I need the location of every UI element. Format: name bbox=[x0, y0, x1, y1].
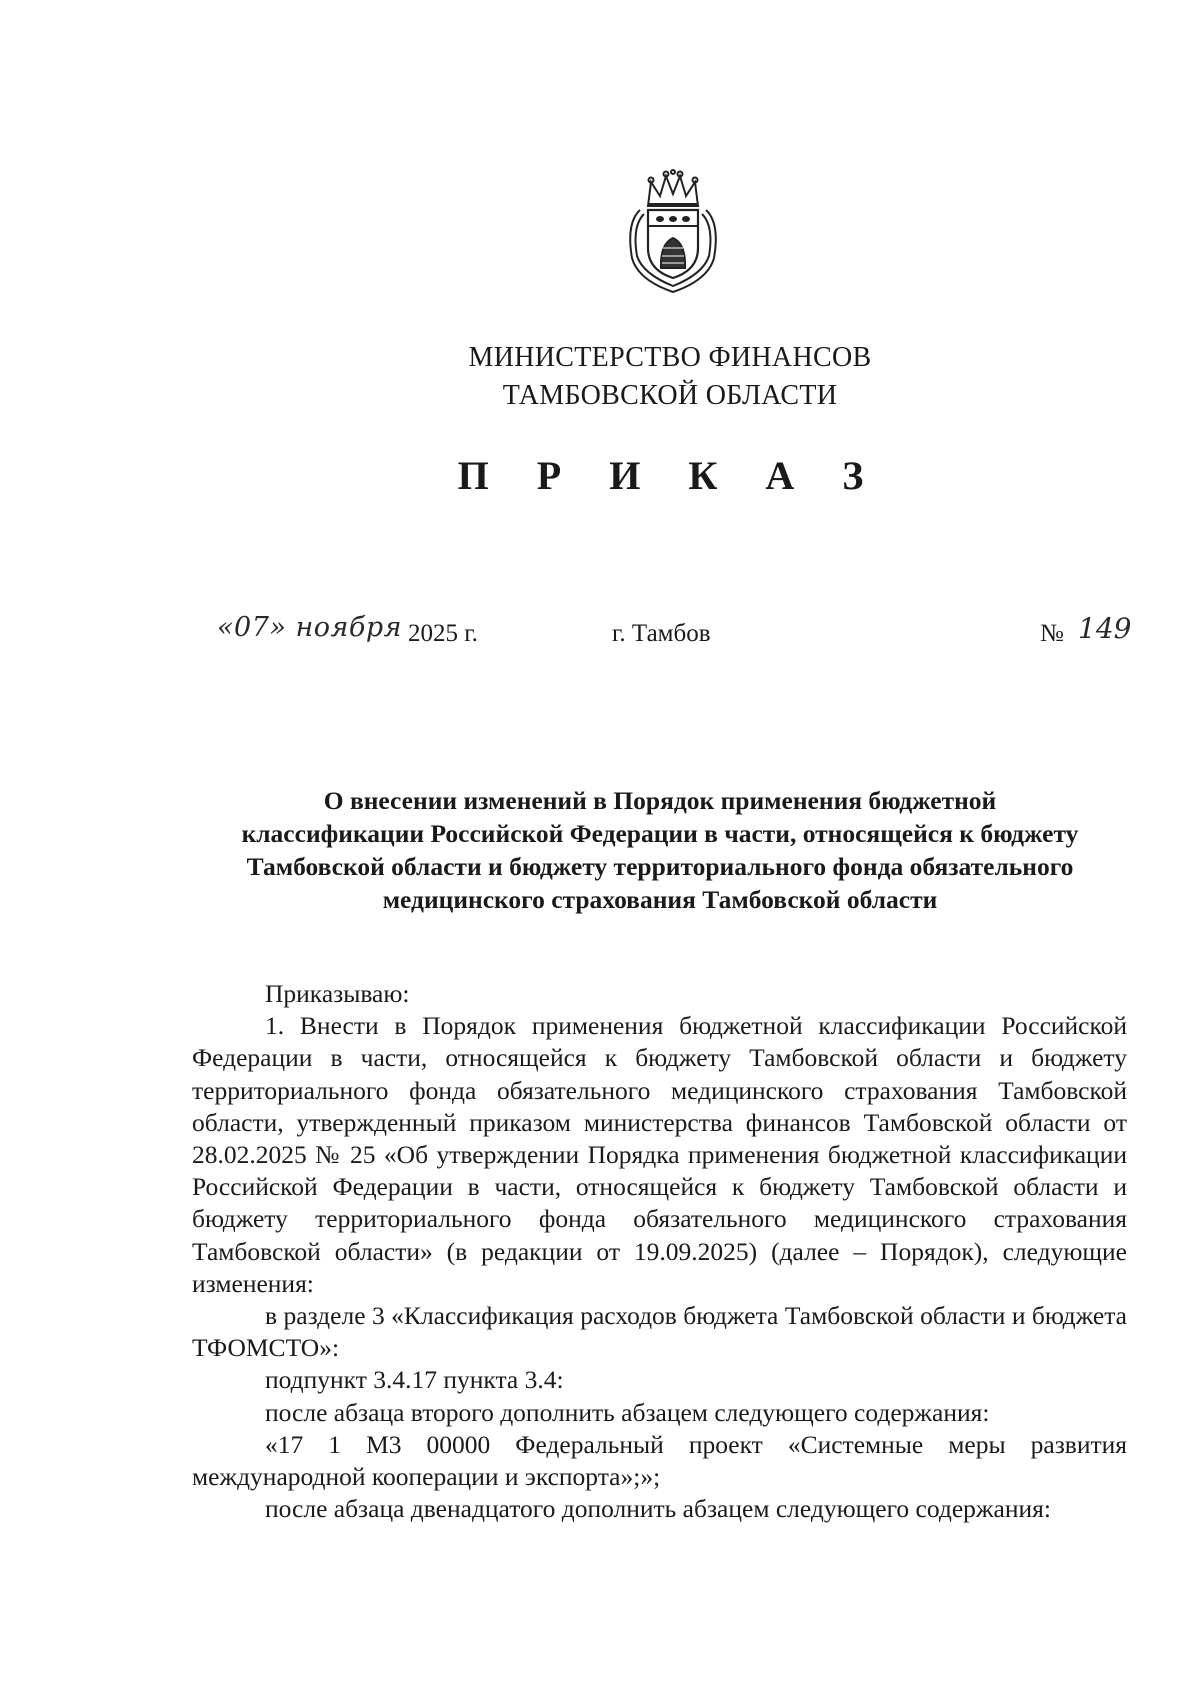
handwritten-number: 149 bbox=[1078, 612, 1132, 645]
body-paragraph: после абзаца двенадцатого дополнить абзацем следующего содержания: bbox=[265, 1494, 1051, 1524]
handwritten-date: «07» ноября bbox=[217, 612, 403, 643]
subject-line: Тамбовской области и бюджету территориального фонда обязательного bbox=[246, 852, 1074, 881]
date-year: 2025 г. bbox=[408, 620, 478, 647]
order-body bbox=[192, 978, 1127, 1525]
dateline bbox=[0, 612, 1200, 666]
body-paragraph: 1. Внести в Порядок применения бюджетной классификации Российской Федерации в части, относящейся к бюджету Тамбовской области и бюджету территориального фонда обязательного медицинского страхования Тамбовской области, утвержденный приказом министерства финансов Тамбовской области от 28.02.2025 № 25 «Об утверждении Порядка применения бюджетной классификации Российской Федерации в части, относящейся к бюджету Тамбовской области и бюджету территориального фонда обязательного медицинского страхования Тамбовской области» (в редакции от 19.09.2025) (далее – Порядок), следующие изменения: bbox=[192, 1011, 1127, 1298]
order-subject bbox=[160, 784, 1160, 916]
subject-line: классификации Российской Федерации в части, относящейся к бюджету bbox=[241, 819, 1079, 848]
subject-line: медицинского страхования Тамбовской области bbox=[382, 885, 938, 914]
ministry-name-line2: ТАМБОВСКОЙ ОБЛАСТИ bbox=[502, 380, 838, 411]
number-sign: № bbox=[1040, 620, 1064, 647]
body-paragraph: в разделе 3 «Классификация расходов бюджета Тамбовской области и бюджета ТФОМСТО»: bbox=[192, 1301, 1127, 1363]
body-paragraph: Приказываю: bbox=[265, 979, 410, 1008]
ministry-name-line1: МИНИСТЕРСТВО ФИНАНСОВ bbox=[468, 342, 872, 373]
city: г. Тамбов bbox=[612, 620, 711, 647]
subject-line: О внесении изменений в Порядок применения бюджетной bbox=[323, 786, 997, 815]
order-title: П Р И К А З bbox=[457, 453, 883, 498]
body-paragraph: подпункт 3.4.17 пункта 3.4: bbox=[265, 1365, 564, 1395]
body-paragraph: после абзаца второго дополнить абзацем следующего содержания: bbox=[265, 1397, 990, 1427]
coat-of-arms-emblem bbox=[618, 168, 728, 298]
body-paragraph: «17 1 М3 00000 Федеральный проект «Системные меры развития международной кооперации и экспорта»;»; bbox=[192, 1429, 1127, 1492]
